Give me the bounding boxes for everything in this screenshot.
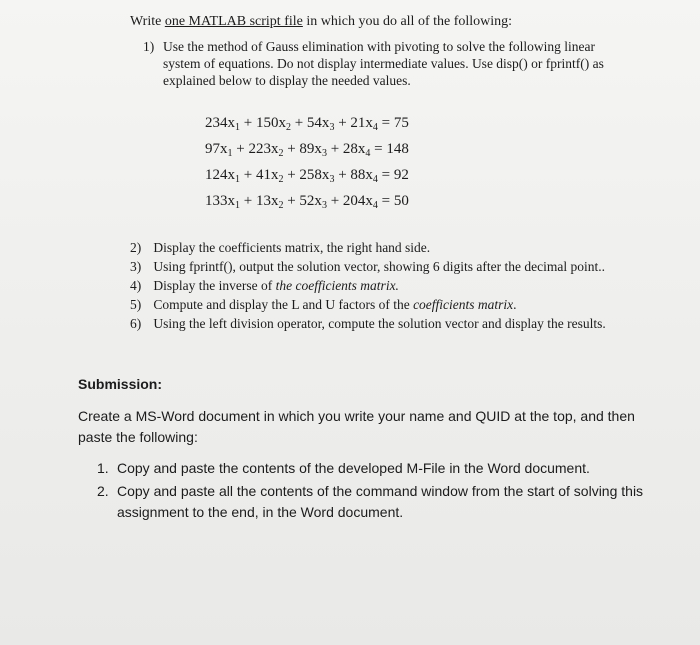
task-4 — [130, 276, 606, 295]
intro-suffix: in which you do all of the following: — [302, 14, 513, 29]
subscript: 2 — [285, 122, 291, 133]
task-list — [130, 238, 606, 333]
subscript: 3 — [329, 122, 335, 133]
term: 124x — [205, 167, 235, 183]
term: 133x — [205, 193, 235, 209]
submission-item-1 — [97, 458, 657, 479]
item-text: Copy and paste the contents of the developed M-File in the Word document. — [117, 460, 590, 476]
intro-line — [130, 14, 512, 30]
rhs: = 50 — [377, 193, 409, 209]
task-number: 5) — [130, 297, 142, 312]
term: + 88x — [334, 167, 373, 183]
subscript: 2 — [278, 174, 284, 185]
term: + 204x — [326, 193, 373, 209]
subscript: 3 — [321, 148, 327, 159]
task-3 — [130, 257, 606, 276]
term: + 150x — [240, 115, 286, 131]
task-number: 4) — [130, 278, 142, 293]
task-1-number: 1) — [143, 39, 155, 54]
submission-instructions: Create a MS-Word document in which you write your name and QUID at the top, and then paste the following: — [78, 408, 635, 445]
intro-prefix: Write — [130, 14, 165, 29]
rhs: = 75 — [377, 115, 409, 131]
subscript: 4 — [372, 122, 378, 133]
submission-heading: Submission: — [78, 376, 163, 392]
term: + 28x — [326, 141, 366, 157]
equation-3 — [205, 162, 409, 188]
task-text-end: . — [513, 297, 517, 312]
task-1-text: Use the method of Gauss elimination with pivoting to solve the following linear system of equations. Do not display intermediate values. Use disp() or fprintf() as explained below to display the needed values. — [163, 39, 604, 88]
intro-underlined: one MATLAB script file — [164, 14, 303, 29]
rhs: = 92 — [377, 167, 409, 183]
term: + 54x — [290, 115, 330, 131]
subscript: 3 — [329, 174, 335, 185]
task-6 — [130, 314, 606, 333]
task-5 — [130, 295, 606, 314]
subscript: 2 — [278, 200, 284, 211]
task-number: 3) — [130, 259, 142, 274]
subscript: 4 — [365, 148, 371, 159]
task-1 — [143, 38, 633, 89]
submission-list — [97, 458, 657, 525]
equation-1 — [205, 110, 409, 136]
item-number: 2. — [97, 483, 109, 499]
subscript: 4 — [372, 174, 378, 185]
subscript: 3 — [321, 200, 327, 211]
term: 234x — [205, 115, 235, 131]
subscript: 2 — [278, 148, 284, 159]
task-text-italic: coefficients matrix — [413, 297, 514, 312]
subscript: 1 — [235, 200, 240, 211]
equation-2 — [205, 136, 409, 162]
item-number: 1. — [97, 460, 109, 476]
equation-system — [205, 110, 409, 214]
subscript: 4 — [372, 200, 378, 211]
term: + 258x — [283, 167, 330, 183]
task-text: Display the inverse of — [153, 278, 276, 293]
rhs: = 148 — [370, 141, 409, 157]
item-text: Copy and paste all the contents of the command window from the start of solving this assignment to the end, in the Word document. — [117, 483, 644, 520]
task-text: Display the coefficients matrix, the right hand side. — [153, 240, 431, 255]
task-2 — [130, 238, 606, 257]
task-text: Using the left division operator, compute the solution vector and display the results. — [153, 316, 606, 331]
term: + 52x — [283, 193, 322, 209]
term: + 89x — [283, 141, 322, 157]
task-text: Using fprintf(), output the solution vector, showing 6 digits after the decimal point.. — [153, 259, 606, 274]
task-text: Compute and display the L and U factors of the — [153, 297, 414, 312]
term: + 223x — [232, 141, 279, 157]
term: + 21x — [334, 115, 373, 131]
term: 97x — [205, 141, 228, 157]
task-number: 2) — [130, 240, 142, 255]
equation-4 — [205, 188, 409, 214]
subscript: 1 — [235, 174, 240, 185]
term: + 41x — [240, 167, 279, 183]
subscript: 1 — [235, 122, 240, 133]
task-number: 6) — [130, 316, 142, 331]
task-text-italic: the coefficients matrix. — [275, 278, 399, 293]
term: + 13x — [240, 193, 279, 209]
submission-item-2 — [97, 481, 657, 523]
subscript: 1 — [227, 148, 233, 159]
